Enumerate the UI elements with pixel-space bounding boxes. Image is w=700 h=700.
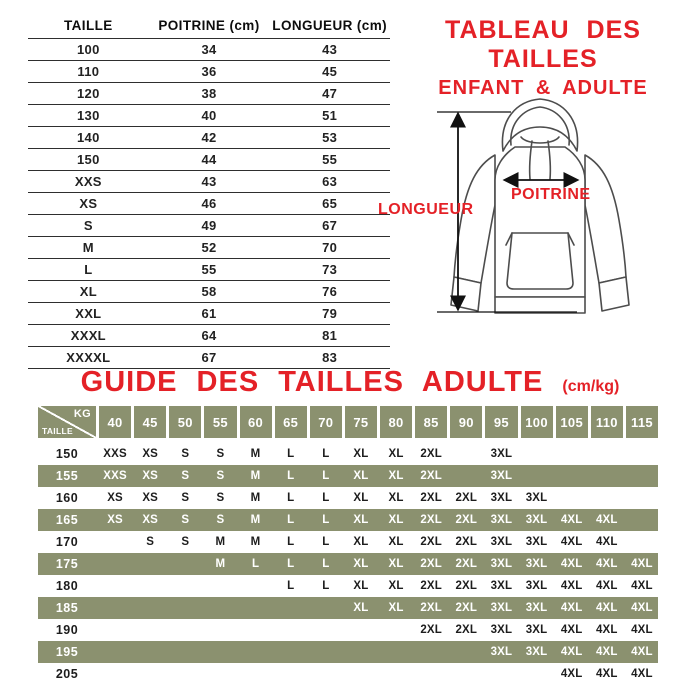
corner-header-cell <box>38 406 96 438</box>
size-label-cell: XXL <box>75 306 102 321</box>
size-table-row <box>28 171 390 193</box>
kg-column-header: 60 <box>240 406 272 438</box>
size-recommendation-cell: L <box>322 514 330 526</box>
size-recommendation-cell: 3XL <box>490 492 513 504</box>
guide-row-175 <box>38 553 658 575</box>
size-recommendation-cell: XL <box>353 536 369 548</box>
height-label-cell: 155 <box>55 469 79 483</box>
guide-row-160 <box>38 487 658 509</box>
size-recommendation-cell: L <box>322 558 330 570</box>
size-recommendation-cell: 3XL <box>490 580 513 592</box>
size-recommendation-cell: M <box>250 536 261 548</box>
taille-axis-label: TAILLE <box>42 426 73 436</box>
guide-row-205 <box>38 663 658 685</box>
size-recommendation-cell: 3XL <box>490 558 513 570</box>
size-recommendation-cell: S <box>216 470 225 482</box>
size-recommendation-cell: 2XL <box>455 536 478 548</box>
measurement-cell: 81 <box>322 328 338 343</box>
measurement-cell: 73 <box>322 262 338 277</box>
size-label-cell: S <box>83 218 93 233</box>
size-recommendation-cell: 2XL <box>420 448 443 460</box>
size-recommendation-cell: L <box>287 492 295 504</box>
size-recommendation-cell: 4XL <box>560 558 583 570</box>
kg-column-header: 80 <box>380 406 412 438</box>
size-recommendation-cell: M <box>250 448 261 460</box>
size-recommendation-cell: 2XL <box>420 514 443 526</box>
kg-column-header: 115 <box>626 406 658 438</box>
measurement-cell: 53 <box>322 130 338 145</box>
size-recommendation-cell: M <box>250 492 261 504</box>
kg-column-header: 105 <box>556 406 588 438</box>
size-recommendation-cell: 3XL <box>525 536 548 548</box>
size-recommendation-cell: XL <box>388 448 404 460</box>
size-recommendation-cell: 2XL <box>420 492 443 504</box>
guide-row-180 <box>38 575 658 597</box>
size-recommendation-cell: S <box>181 470 190 482</box>
measurement-cell: 36 <box>201 64 217 79</box>
size-recommendation-cell: 3XL <box>490 514 513 526</box>
size-recommendation-cell: 4XL <box>631 602 653 614</box>
size-recommendation-cell: 3XL <box>525 646 548 658</box>
size-recommendation-cell: 2XL <box>455 580 478 592</box>
size-recommendation-cell: 4XL <box>631 668 653 680</box>
kg-column-header: 110 <box>591 406 623 438</box>
adult-size-guide-table <box>38 406 658 685</box>
size-recommendation-cell: 4XL <box>631 558 653 570</box>
size-recommendation-cell: 4XL <box>595 624 618 636</box>
size-recommendation-cell: 2XL <box>420 624 443 636</box>
size-label-cell: 100 <box>77 42 100 57</box>
size-recommendation-cell: M <box>215 558 226 570</box>
measurement-cell: 46 <box>201 196 217 211</box>
kg-column-header: 90 <box>450 406 482 438</box>
measurement-cell: 55 <box>322 152 338 167</box>
size-recommendation-cell: XL <box>388 514 404 526</box>
size-recommendation-cell: 2XL <box>455 624 478 636</box>
measurement-cell: 42 <box>201 130 217 145</box>
size-recommendation-cell: 3XL <box>490 602 513 614</box>
size-table-row <box>28 83 390 105</box>
kg-column-header: 70 <box>310 406 342 438</box>
hoodie-left-cuff <box>451 277 481 311</box>
measurement-cell: 51 <box>322 108 338 123</box>
size-recommendation-cell: L <box>287 470 295 482</box>
guide-table-body <box>38 443 658 685</box>
measurement-cell: 64 <box>201 328 217 343</box>
hoodie-collar <box>521 137 559 143</box>
guide-header-row <box>38 406 658 438</box>
size-label-cell: 130 <box>77 108 100 123</box>
size-recommendation-cell: 2XL <box>455 602 478 614</box>
height-label-cell: 195 <box>55 645 79 659</box>
size-label-cell: XXXXL <box>66 350 111 365</box>
kg-column-header: 100 <box>521 406 553 438</box>
height-label-cell: 160 <box>55 491 79 505</box>
guide-row-165 <box>38 509 658 531</box>
length-measure-label: LONGUEUR <box>378 201 474 218</box>
size-recommendation-cell: XS <box>107 514 123 526</box>
size-recommendation-cell: 4XL <box>595 536 618 548</box>
measurement-cell: 58 <box>201 284 217 299</box>
size-recommendation-cell: XS <box>142 470 159 482</box>
size-recommendation-cell: 4XL <box>560 668 583 680</box>
size-recommendation-cell: S <box>216 514 225 526</box>
measurement-cell: 55 <box>201 262 217 277</box>
measurement-cell: 34 <box>201 42 217 57</box>
size-recommendation-cell: 4XL <box>595 646 618 658</box>
size-recommendation-cell: 4XL <box>560 536 583 548</box>
height-label-cell: 190 <box>55 623 79 637</box>
size-recommendation-cell: XS <box>142 448 159 460</box>
size-recommendation-cell: 3XL <box>525 514 548 526</box>
measurement-cell: 47 <box>322 86 338 101</box>
kg-column-header: 85 <box>415 406 447 438</box>
size-recommendation-cell: S <box>181 492 190 504</box>
size-label-cell: 120 <box>77 86 100 101</box>
measurement-cell: 63 <box>322 174 338 189</box>
size-recommendation-cell: XS <box>142 514 159 526</box>
size-recommendation-cell: 4XL <box>560 514 583 526</box>
size-recommendation-cell: 4XL <box>560 646 583 658</box>
measurement-cell: 61 <box>201 306 217 321</box>
size-recommendation-cell: S <box>181 448 190 460</box>
height-label-cell: 205 <box>55 667 79 681</box>
height-label-cell: 150 <box>55 447 79 461</box>
column-header-longueur: LONGUEUR (cm) <box>272 17 387 33</box>
size-table-row <box>28 149 390 171</box>
hoodie-hem <box>495 297 585 313</box>
size-recommendation-cell: XS <box>107 492 123 504</box>
measurement-cell: 67 <box>201 350 217 365</box>
size-recommendation-cell: L <box>251 558 260 570</box>
size-recommendation-cell: XS <box>142 492 159 504</box>
size-recommendation-cell: XL <box>388 602 404 614</box>
size-recommendation-cell: L <box>322 470 330 482</box>
measurement-cell: 44 <box>201 152 217 167</box>
size-recommendation-cell: S <box>216 448 225 460</box>
guide-row-150 <box>38 443 658 465</box>
height-label-cell: 185 <box>55 601 79 615</box>
page-title-line2: ENFANT & ADULTE <box>438 76 648 99</box>
guide-row-170 <box>38 531 658 553</box>
child-adult-size-table <box>28 12 390 369</box>
size-recommendation-cell: M <box>215 536 226 548</box>
size-recommendation-cell: 3XL <box>525 602 548 614</box>
size-recommendation-cell: 2XL <box>455 514 478 526</box>
size-recommendation-cell: 2XL <box>420 602 443 614</box>
size-table-row <box>28 237 390 259</box>
size-recommendation-cell: 3XL <box>525 558 548 570</box>
size-recommendation-cell: 2XL <box>420 470 443 482</box>
measurement-cell: 38 <box>201 86 217 101</box>
column-header-taille: TAILLE <box>64 17 113 33</box>
size-recommendation-cell: XL <box>353 470 369 482</box>
hoodie-left-sleeve <box>454 155 495 283</box>
hoodie-pocket <box>507 233 573 289</box>
measurement-cell: 70 <box>322 240 338 255</box>
size-recommendation-cell: L <box>287 558 295 570</box>
size-recommendation-cell: 3XL <box>525 492 548 504</box>
measurement-cell: 43 <box>322 42 338 57</box>
hoodie-right-sleeve <box>585 155 626 283</box>
measurement-cell: 43 <box>201 174 217 189</box>
size-recommendation-cell: 2XL <box>420 536 443 548</box>
height-label-cell: 170 <box>55 535 79 549</box>
measurement-cell: 67 <box>322 218 338 233</box>
kg-axis-label: KG <box>73 408 91 420</box>
size-recommendation-cell: 4XL <box>560 580 583 592</box>
size-recommendation-cell: XL <box>353 514 369 526</box>
size-label-cell: 140 <box>77 130 100 145</box>
size-recommendation-cell: XL <box>388 580 404 592</box>
size-recommendation-cell: M <box>250 514 261 526</box>
size-label-cell: XL <box>79 284 97 299</box>
size-recommendation-cell: 4XL <box>595 580 618 592</box>
size-label-cell: XXXL <box>70 328 106 343</box>
size-label-cell: L <box>84 262 93 277</box>
page-title-line1: TABLEAU DES TAILLES <box>445 16 641 73</box>
size-recommendation-cell: L <box>287 580 295 592</box>
size-recommendation-cell: 4XL <box>631 646 653 658</box>
size-recommendation-cell: XXS <box>103 448 127 460</box>
size-recommendation-cell: S <box>216 492 225 504</box>
size-recommendation-cell: 2XL <box>420 558 443 570</box>
height-label-cell: 165 <box>55 513 79 527</box>
guide-title-text: GUIDE DES TAILLES ADULTE <box>80 366 544 398</box>
size-recommendation-cell: 4XL <box>631 580 653 592</box>
size-table-row <box>28 127 390 149</box>
guide-row-155 <box>38 465 658 487</box>
kg-column-header: 50 <box>169 406 201 438</box>
kg-column-header: 55 <box>204 406 236 438</box>
size-recommendation-cell: L <box>322 492 330 504</box>
size-table-row <box>28 39 390 61</box>
size-recommendation-cell: XL <box>353 602 369 614</box>
size-table-row <box>28 215 390 237</box>
size-recommendation-cell: 4XL <box>595 514 618 526</box>
size-recommendation-cell: 4XL <box>560 602 583 614</box>
size-recommendation-cell: S <box>181 536 190 548</box>
size-recommendation-cell: 3XL <box>490 448 513 460</box>
size-recommendation-cell: L <box>322 536 330 548</box>
size-recommendation-cell: 4XL <box>631 624 653 636</box>
hoodie-right-cuff <box>599 277 629 311</box>
size-recommendation-cell: L <box>287 536 295 548</box>
size-recommendation-cell: L <box>287 514 295 526</box>
guide-row-195 <box>38 641 658 663</box>
measurement-cell: 76 <box>322 284 338 299</box>
size-table-header-row <box>28 12 390 39</box>
size-recommendation-cell: L <box>322 448 330 460</box>
kg-column-header: 40 <box>99 406 131 438</box>
size-recommendation-cell: XL <box>353 580 369 592</box>
kg-column-header: 75 <box>345 406 377 438</box>
size-recommendation-cell: 3XL <box>525 580 548 592</box>
size-table-row <box>28 61 390 83</box>
size-recommendation-cell: 4XL <box>595 602 618 614</box>
size-recommendation-cell: 4XL <box>560 624 583 636</box>
size-recommendation-cell: S <box>181 514 190 526</box>
measurement-cell: 65 <box>322 196 338 211</box>
size-label-cell: XS <box>79 196 98 211</box>
size-recommendation-cell: 2XL <box>455 492 478 504</box>
size-table-row <box>28 105 390 127</box>
size-recommendation-cell: XL <box>353 448 369 460</box>
size-recommendation-cell: XL <box>353 558 369 570</box>
size-recommendation-cell: XXS <box>103 470 127 482</box>
measurement-cell: 79 <box>322 306 338 321</box>
kg-column-header: 95 <box>485 406 517 438</box>
kg-column-header: 65 <box>275 406 307 438</box>
size-table-row <box>28 259 390 281</box>
size-recommendation-cell: M <box>250 470 261 482</box>
measurement-cell: 40 <box>201 108 217 123</box>
size-recommendation-cell: 2XL <box>420 580 443 592</box>
measurement-cell: 49 <box>201 218 217 233</box>
size-recommendation-cell: 4XL <box>595 558 618 570</box>
size-recommendation-cell: S <box>146 536 155 548</box>
size-table-row <box>28 303 390 325</box>
size-recommendation-cell: L <box>287 448 295 460</box>
guide-title-unit: (cm/kg) <box>562 378 620 395</box>
size-table-row <box>28 281 390 303</box>
chest-measure-label: POITRINE <box>511 186 591 203</box>
size-label-cell: 150 <box>77 152 100 167</box>
kg-column-header: 45 <box>134 406 166 438</box>
size-table-body <box>28 39 390 369</box>
size-recommendation-cell: 3XL <box>490 536 513 548</box>
size-recommendation-cell: L <box>322 580 330 592</box>
size-recommendation-cell: XL <box>353 492 369 504</box>
size-label-cell: M <box>82 240 94 255</box>
height-label-cell: 180 <box>55 579 79 593</box>
guide-title <box>0 366 700 399</box>
size-recommendation-cell: XL <box>388 470 404 482</box>
column-header-poitrine: POITRINE (cm) <box>158 17 260 33</box>
measurement-cell: 52 <box>201 240 217 255</box>
size-table-row <box>28 325 390 347</box>
size-label-cell: XXS <box>74 174 102 189</box>
size-recommendation-cell: 3XL <box>490 646 513 658</box>
size-recommendation-cell: 3XL <box>525 624 548 636</box>
size-recommendation-cell: 3XL <box>490 470 513 482</box>
size-recommendation-cell: 3XL <box>490 624 513 636</box>
height-label-cell: 175 <box>55 557 79 571</box>
measurement-cell: 45 <box>322 64 338 79</box>
size-recommendation-cell: 2XL <box>455 558 478 570</box>
size-recommendation-cell: XL <box>388 558 404 570</box>
size-label-cell: 110 <box>77 64 100 79</box>
measurement-cell: 83 <box>322 350 338 365</box>
size-recommendation-cell: 4XL <box>595 668 618 680</box>
size-table-row <box>28 193 390 215</box>
size-recommendation-cell: XL <box>388 492 404 504</box>
size-recommendation-cell: XL <box>388 536 404 548</box>
guide-row-185 <box>38 597 658 619</box>
guide-row-190 <box>38 619 658 641</box>
